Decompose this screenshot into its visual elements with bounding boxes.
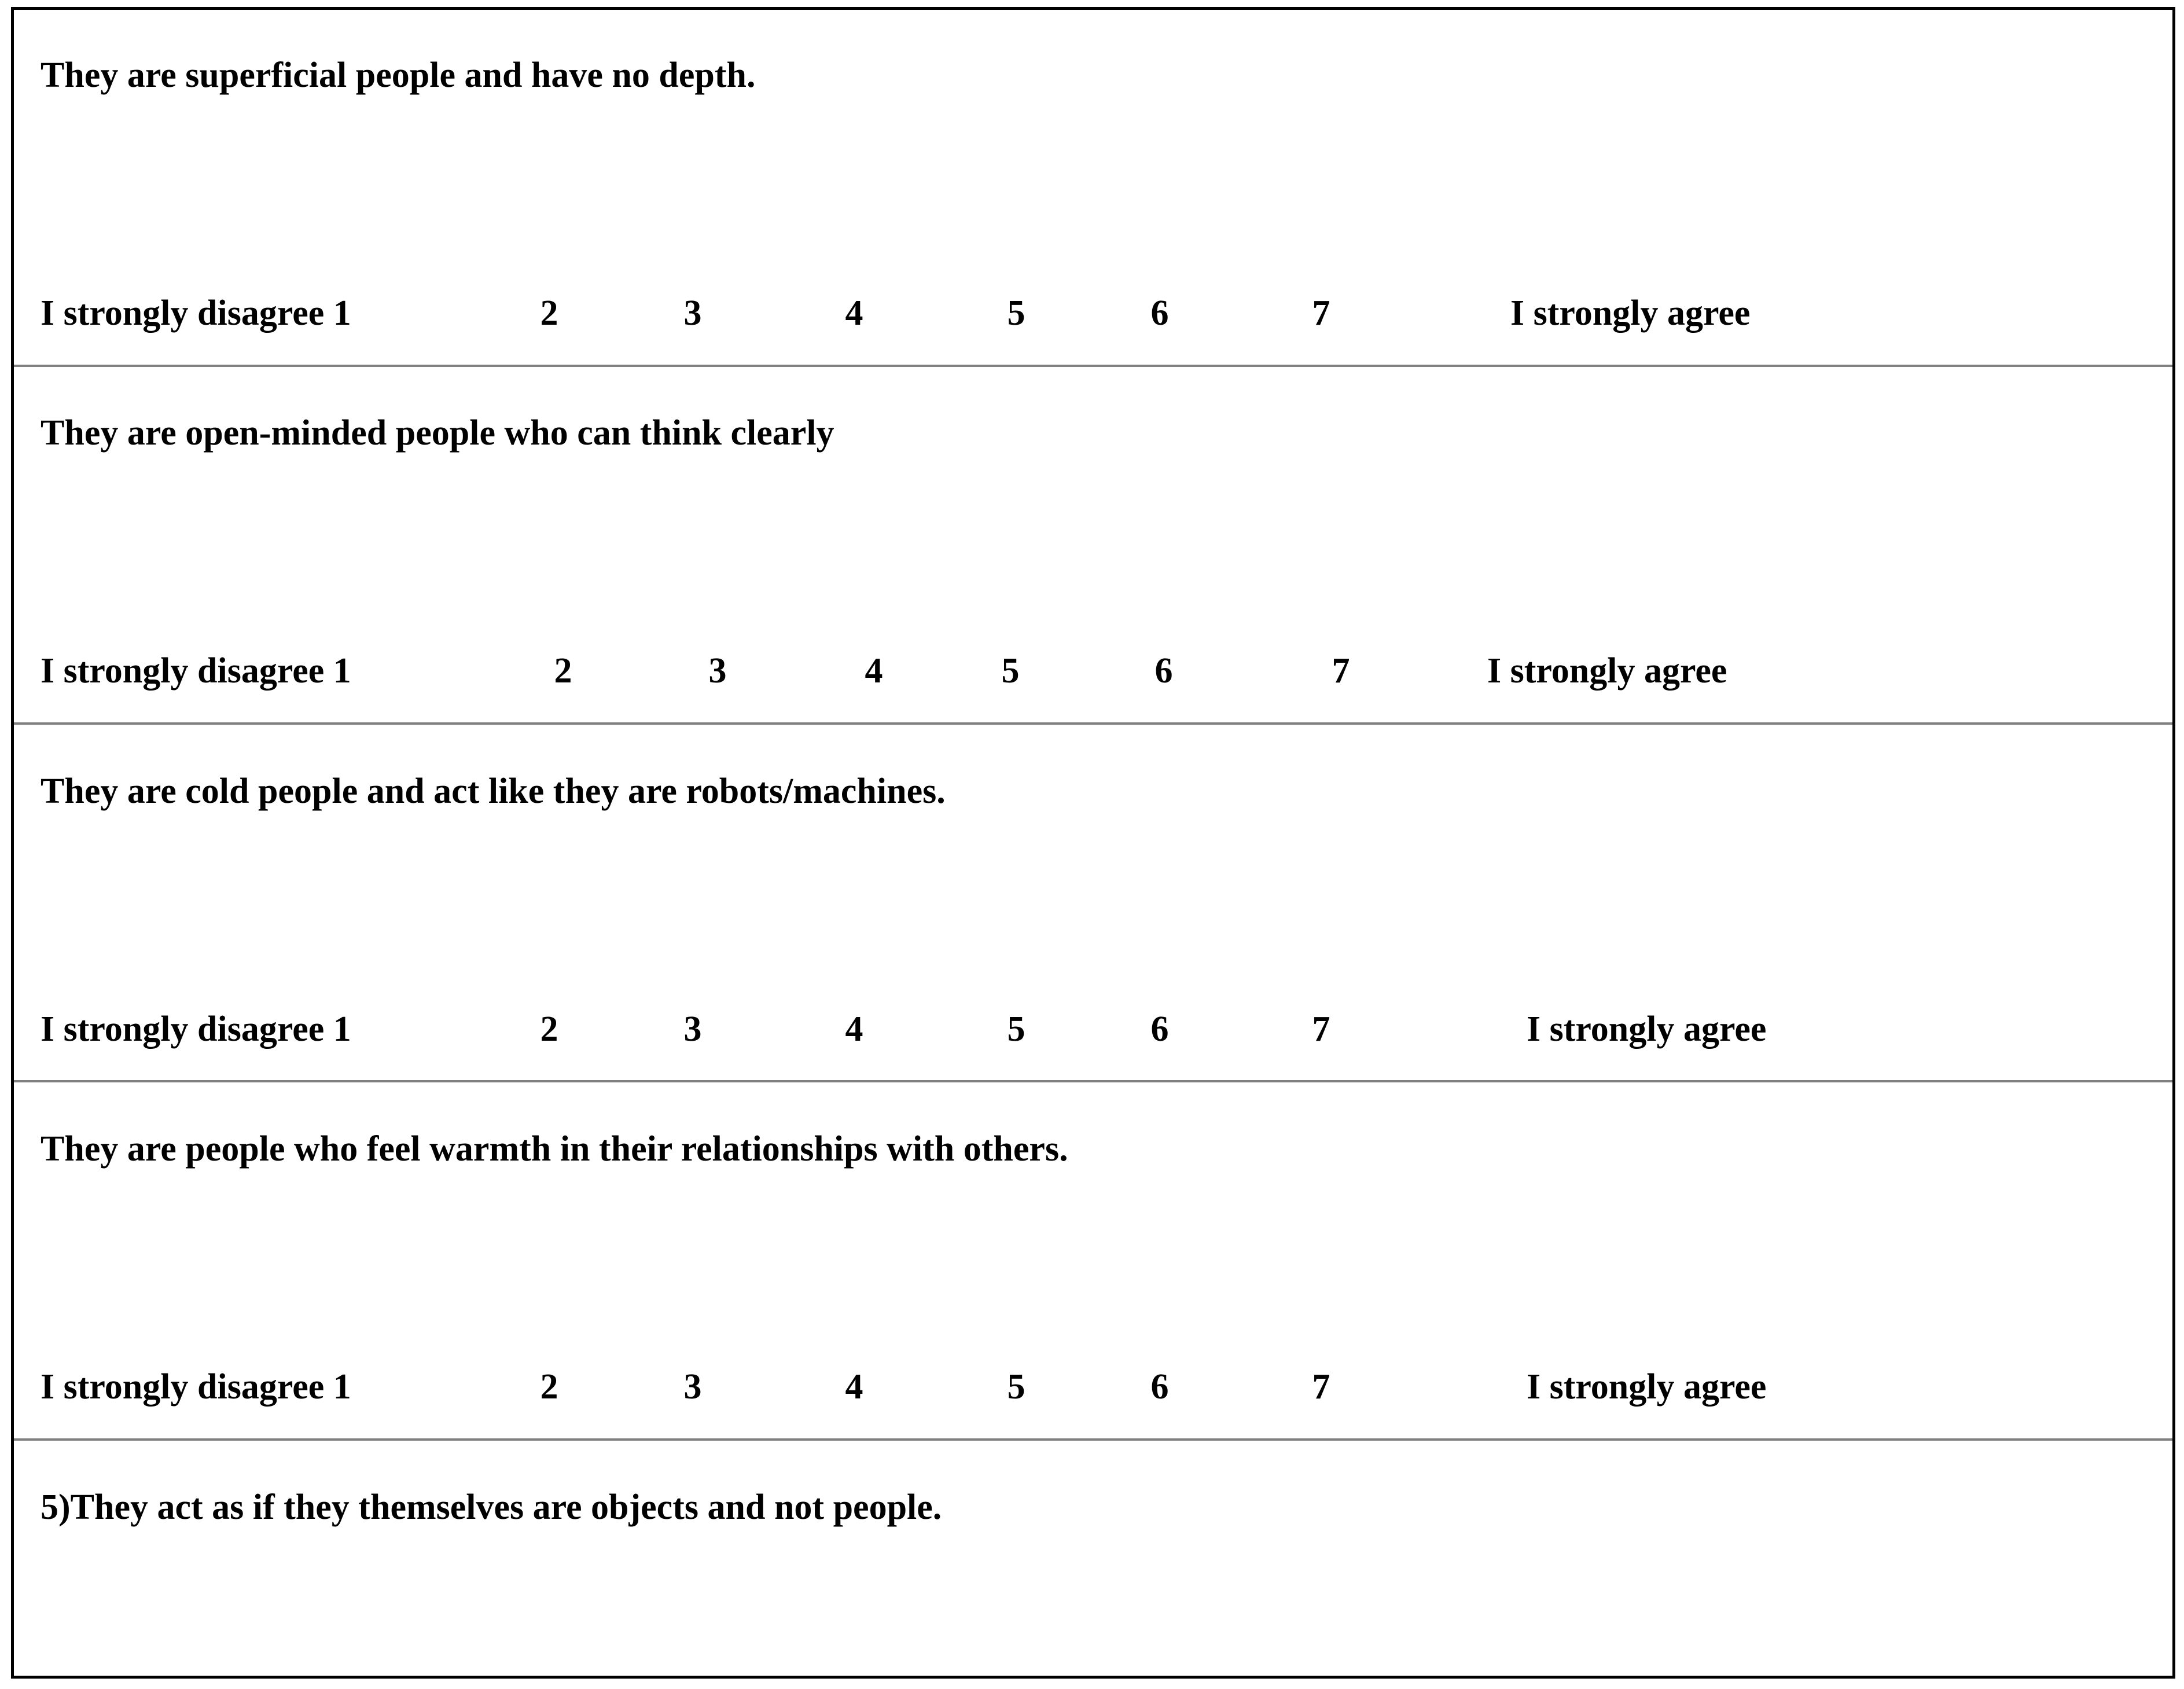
- scale-option-7[interactable]: 7: [1332, 651, 1350, 691]
- row-divider: [14, 1080, 2172, 1082]
- scale-option-5[interactable]: 5: [1007, 1009, 1025, 1049]
- scale-option-5[interactable]: 5: [1001, 651, 1020, 691]
- scale-option-2[interactable]: 2: [540, 1367, 558, 1407]
- scale-option-2[interactable]: 2: [540, 1009, 558, 1049]
- row-divider: [14, 722, 2172, 725]
- question-text: They are cold people and act like they are robots/machines.: [41, 772, 946, 811]
- scale-option-7[interactable]: 7: [1312, 1367, 1330, 1407]
- scale-option-3[interactable]: 3: [683, 1009, 702, 1049]
- scale-high-label: I strongly agree: [1510, 293, 1751, 333]
- scale-option-5[interactable]: 5: [1007, 1367, 1025, 1407]
- scale-high-label: I strongly agree: [1527, 1367, 1767, 1407]
- scale-option-7[interactable]: 7: [1312, 1009, 1330, 1049]
- scale-low-label: I strongly disagree 1: [41, 1009, 351, 1049]
- row-divider: [14, 1438, 2172, 1441]
- scale-option-3[interactable]: 3: [708, 651, 727, 691]
- scale-option-4[interactable]: 4: [865, 651, 883, 691]
- scale-option-2[interactable]: 2: [554, 651, 572, 691]
- question-text: 5)They act as if they themselves are objects and not people.: [41, 1488, 942, 1527]
- scale-option-6[interactable]: 6: [1150, 1009, 1169, 1049]
- row-divider: [14, 365, 2172, 367]
- scale-option-6[interactable]: 6: [1150, 293, 1169, 333]
- scale-option-5[interactable]: 5: [1007, 293, 1025, 333]
- questionnaire-table: [11, 7, 2175, 1679]
- scale-high-label: I strongly agree: [1487, 651, 1727, 691]
- question-text: They are superficial people and have no depth.: [41, 56, 756, 95]
- scale-low-label: I strongly disagree 1: [41, 651, 351, 691]
- scale-low-label: I strongly disagree 1: [41, 293, 351, 333]
- scale-option-2[interactable]: 2: [540, 293, 558, 333]
- scale-option-4[interactable]: 4: [845, 293, 863, 333]
- scale-option-3[interactable]: 3: [683, 293, 702, 333]
- scale-option-4[interactable]: 4: [845, 1009, 863, 1049]
- scale-option-3[interactable]: 3: [683, 1367, 702, 1407]
- scale-option-6[interactable]: 6: [1150, 1367, 1169, 1407]
- scale-option-4[interactable]: 4: [845, 1367, 863, 1407]
- question-text: They are open-minded people who can think clearly: [41, 413, 834, 453]
- scale-low-label: I strongly disagree 1: [41, 1367, 351, 1407]
- scale-high-label: I strongly agree: [1527, 1009, 1767, 1049]
- scale-option-6[interactable]: 6: [1154, 651, 1173, 691]
- question-text: They are people who feel warmth in their relationships with others.: [41, 1129, 1068, 1169]
- scale-option-7[interactable]: 7: [1312, 293, 1330, 333]
